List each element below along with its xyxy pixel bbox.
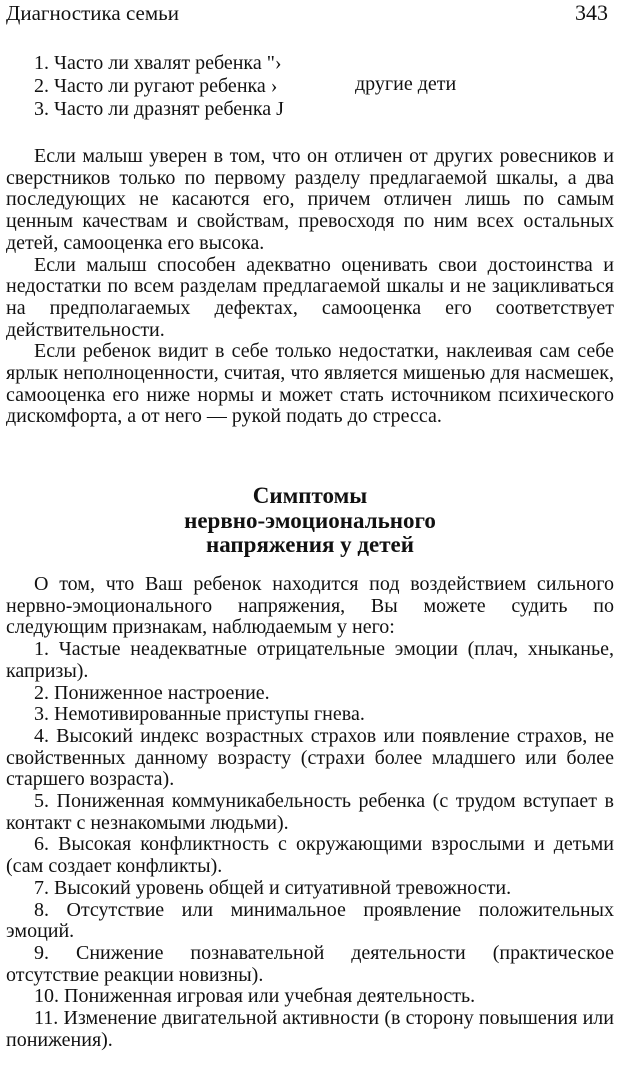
section-title-line: напряжения у детей: [205, 532, 415, 558]
interpretation-text: [6, 146, 614, 428]
list-item: 5. Пониженная коммуникабельность ребенка (с трудом вступает в контакт с незнакомыми людьми).: [6, 790, 614, 834]
paragraph: Если малыш уверен в том, что он отличен от других ровесников и сверстников только по первому разделу предлагаемой шкалы, а два последующих не касаются его, причем отличен лишь по самым ценным качествам и свойствам, превосходя по ним всех остальных детей, самооценка его высока.: [6, 145, 614, 254]
list-item: 8. Отсутствие или минимальное проявление положительных эмоций.: [6, 898, 614, 943]
list-item: 3. Немотивированные приступы гнева.: [34, 703, 365, 726]
list-item: 10. Пониженная игровая или учебная деятельность.: [34, 985, 476, 1008]
list-item: 1. Частые неадекватные отрицательные эмоции (плач, хныканье, капризы).: [6, 638, 614, 682]
list-item: 9. Снижение познавательной деятельности (практическое отсутствие реакции новизны).: [6, 941, 614, 986]
list-item: 7. Высокий уровень общей и ситуативной тревожности.: [34, 876, 512, 899]
criteria-item: 2. Часто ли ругают ребенка ›: [34, 75, 278, 97]
brace-note: другие дети: [355, 73, 457, 95]
list-item: 11. Изменение двигательной активности (в сторону повышения или понижения).: [6, 1007, 614, 1051]
section-title-line: Симптомы: [252, 483, 368, 508]
list-item: 4. Высокий индекс возрастных страхов или появление страхов, не свойственных данному возрасту (страхи более младшего или более старшего возраста).: [6, 724, 614, 791]
section-title: [0, 484, 620, 558]
section-title-line: нервно-эмоционального: [184, 507, 436, 533]
symptoms-text: [6, 574, 614, 1051]
criteria-item: 1. Часто ли хвалят ребенка "›: [34, 52, 282, 74]
list-item: 2. Пониженное настроение.: [34, 681, 270, 704]
paragraph: Если малыш способен адекватно оценивать свои достоинства и недостатки по всем разделам предлагаемой шкалы и не зацикливаться на предполагаемых дефектах, самооценка его соответствует действительности.: [6, 253, 614, 341]
list-item: 6. Высокая конфликтность с окружающими взрослыми и детьми (сам создает конфликты).: [6, 833, 614, 878]
running-head: Диагностика семьи: [6, 1, 179, 25]
page-number: 343: [575, 0, 608, 25]
criteria-item: 3. Часто ли дразнят ребенка J: [34, 98, 284, 120]
paragraph: Если ребенок видит в себе только недостатки, наклеивая сам себе ярлык неполноценности, считая, что является мишенью для насмешек, самооценка его ниже нормы и может стать источником психического дискомфорта, а от него — рукой подать до стресса.: [6, 340, 614, 428]
paragraph: О том, что Ваш ребенок находится под воздействием сильного нервно-эмоционального напряжения, Вы можете судить по следующим признакам, наблюдаемым у него:: [6, 573, 614, 639]
